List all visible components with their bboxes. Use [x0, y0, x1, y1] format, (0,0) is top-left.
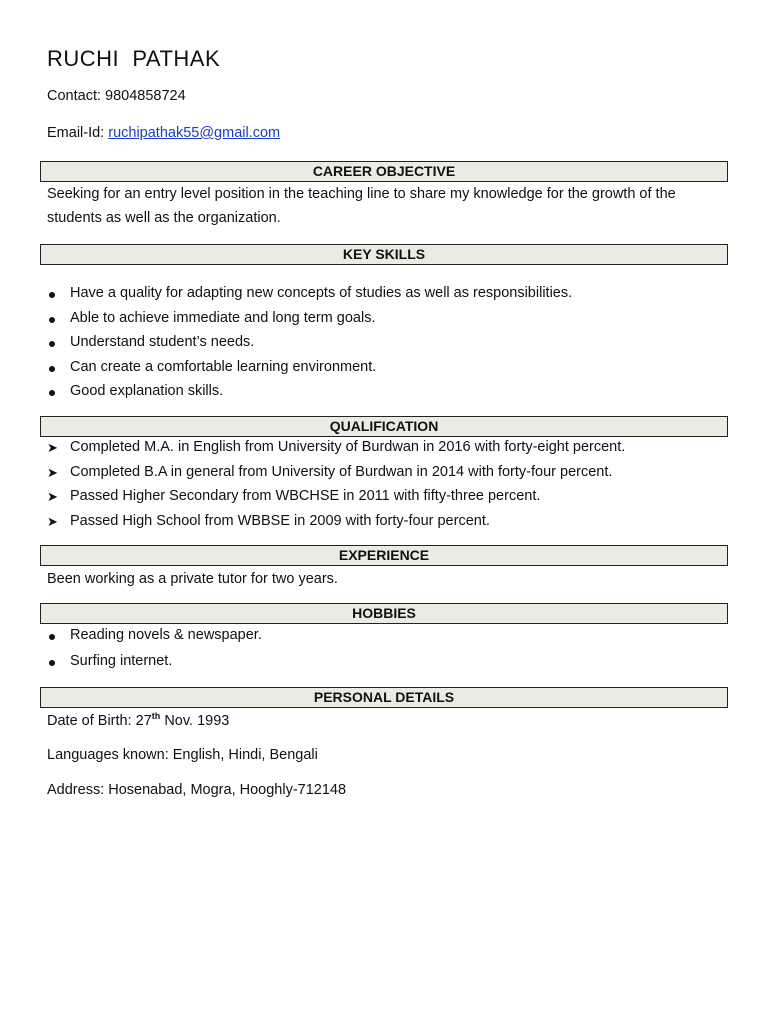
contact-label: Contact:	[47, 88, 106, 104]
bullet-icon	[49, 366, 55, 372]
bullet-icon	[49, 390, 55, 396]
candidate-name: RUCHI PATHAK	[47, 46, 221, 71]
key-skills-heading: KEY SKILLS	[40, 244, 728, 265]
contact-line	[47, 88, 186, 104]
bullet-icon	[49, 292, 55, 298]
email-label: Email-Id:	[47, 125, 109, 141]
list-item: Can create a comfortable learning environment.	[47, 359, 737, 384]
arrow-bullet-icon: ➤	[47, 489, 58, 504]
list-item: Surfing internet.	[47, 653, 737, 679]
dob-suffix: th	[151, 711, 161, 721]
experience-heading: EXPERIENCE	[40, 545, 728, 566]
list-item: ➤ Completed M.A. in English from University of Burdwan in 2016 with forty-eight percent.	[47, 439, 626, 455]
languages-known: Languages known: English, Hindi, Bengali	[47, 747, 318, 763]
hobbies-list	[47, 627, 737, 679]
arrow-bullet-icon: ➤	[47, 513, 58, 529]
list-item: ➤ Passed High School from WBBSE in 2009 with forty-four percent.	[47, 512, 490, 529]
qualification-list	[47, 439, 737, 537]
dob-day: 27	[135, 712, 152, 729]
bullet-icon	[49, 660, 55, 666]
qualification-heading: QUALIFICATION	[40, 416, 728, 437]
career-objective-text: Seeking for an entry level position in the teaching line to share my knowledge for the growth of the students as well as the organization.	[47, 186, 676, 226]
list-item: ➤ Passed Higher Secondary from WBCHSE in 2011 with fifty-three percent.	[47, 488, 541, 504]
date-of-birth	[47, 711, 229, 729]
career-objective-heading: CAREER OBJECTIVE	[40, 161, 728, 182]
bullet-icon	[49, 341, 55, 347]
list-item: Reading novels & newspaper.	[47, 627, 737, 653]
list-item: Have a quality for adapting new concepts of studies as well as responsibilities.	[47, 285, 737, 310]
bullet-icon	[49, 634, 55, 640]
contact-number: 9804858724	[105, 88, 186, 104]
personal-details-heading: PERSONAL DETAILS	[40, 687, 728, 708]
list-item: Understand student’s needs.	[47, 334, 737, 359]
email-line	[47, 125, 280, 141]
list-item: Able to achieve immediate and long term goals.	[47, 310, 737, 335]
bullet-icon	[49, 317, 55, 323]
experience-text: Been working as a private tutor for two years.	[47, 571, 338, 587]
arrow-bullet-icon: ➤	[47, 464, 58, 480]
address: Address: Hosenabad, Mogra, Hooghly-712148	[47, 782, 347, 798]
dob-label: Date of Birth:	[47, 712, 136, 729]
hobbies-heading: HOBBIES	[40, 603, 728, 624]
key-skills-list	[47, 285, 737, 408]
dob-rest: Nov. 1993	[160, 712, 230, 729]
list-item: ➤ Completed B.A in general from University of Burdwan in 2014 with forty-four percent.	[47, 463, 613, 480]
email-link[interactable]: ruchipathak55@gmail.com	[108, 125, 281, 141]
arrow-bullet-icon: ➤	[47, 440, 58, 455]
list-item: Good explanation skills.	[47, 383, 737, 408]
